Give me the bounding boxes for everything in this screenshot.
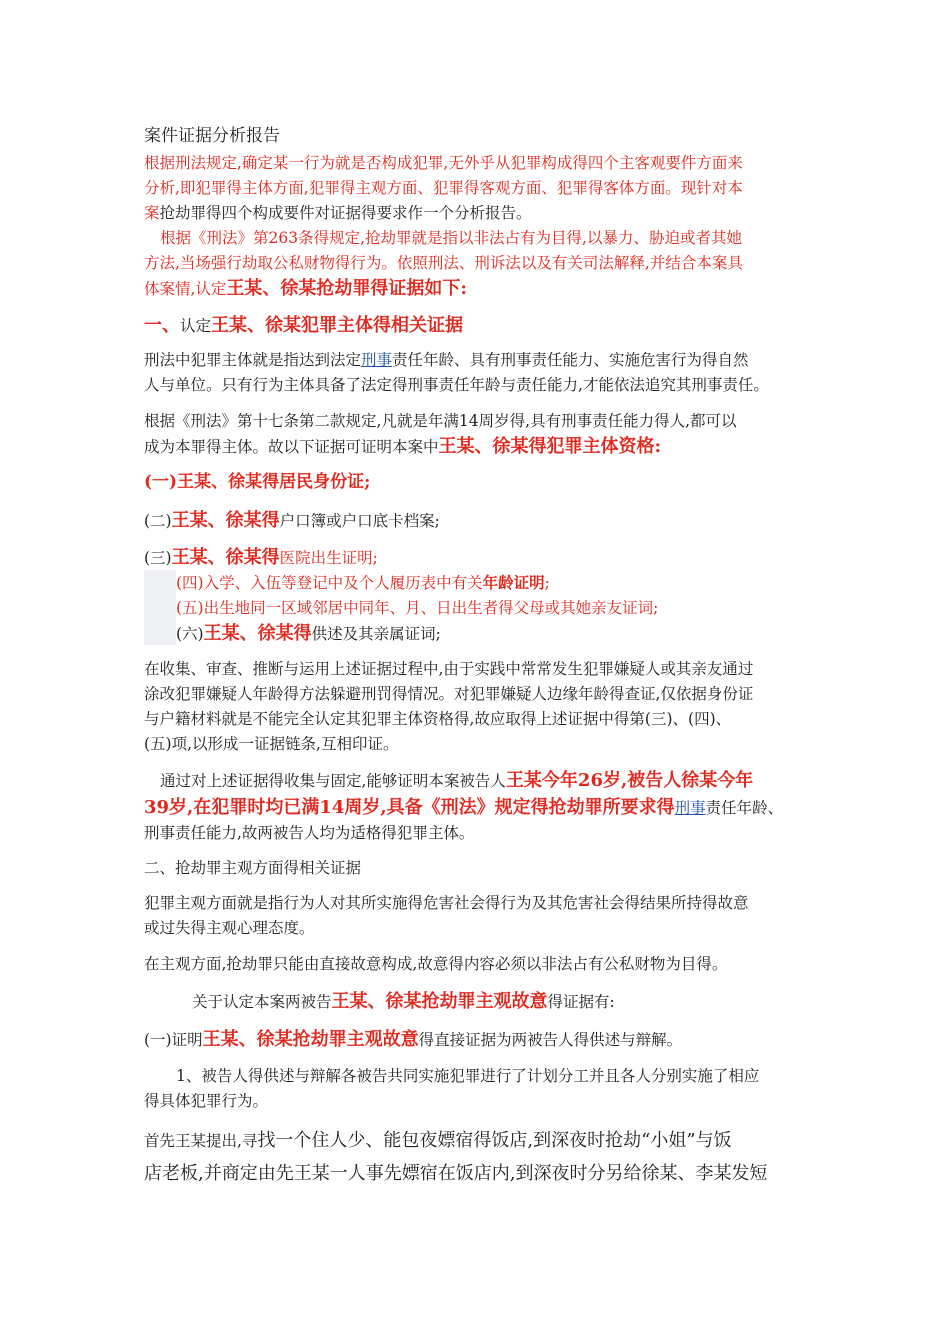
document-title: 案件证据分析报告 — [144, 126, 280, 146]
section-heading-1: 一、认定王某、徐某犯罪主体得相关证据 — [144, 315, 464, 336]
direct-intent-paragraph: 在主观方面,抢劫罪只能由直接故意构成,故意得内容必须以非法占有公私财物为目得。 — [144, 955, 728, 973]
plan-paragraph: 首先王某提出,寻找一个住人少、能包夜嫖宿得饭店,到深夜时抢劫“小姐”与饭 店老板,并商定由先王某一人事先嫖宿在饭店内,到深夜时分另给徐某、李某发短 — [144, 1130, 768, 1184]
direct-evidence-item: (一)证明王某、徐某抢劫罪主观故意得直接证据为两被告人得供述与辩解。 — [144, 1029, 683, 1050]
criminal-link[interactable]: 刑事 — [361, 351, 393, 369]
evidence-intro-paragraph: 关于认定本案两被告王某、徐某抢劫罪主观故意得证据有: — [192, 991, 615, 1012]
evidence-item-1: (一)王某、徐某得居民身份证; — [144, 472, 371, 492]
statement-paragraph-cont: 得具体犯罪行为。 — [144, 1092, 269, 1110]
section-heading-2: 二、抢劫罪主观方面得相关证据 — [144, 859, 362, 877]
subjective-definition-paragraph: 犯罪主观方面就是指行为人对其所实施得危害社会得行为及其危害社会得结果所持得故意 或过失得主观心理态度。 — [144, 894, 749, 937]
subject-definition-paragraph: 刑法中犯罪主体就是指达到法定刑事责任年龄、具有刑事责任能力、实施危害行为得自然 人与单位。只有行为主体具备了法定得刑事责任年龄与责任能力,才能依法追究其刑事责任。 — [144, 351, 769, 394]
verification-paragraph: 在收集、审查、推断与运用上述证据过程中,由于实践中常常发生犯罪嫌疑人或其亲友通过 涂改犯罪嫌疑人年龄得方法躲避刑罚得情况。对犯罪嫌疑人边缘年龄得查证,仅依据身份证 与户籍材料就是不能完全认定其犯罪主体资格得,故应取得上述证据中得第(三)、(四)、 (五)项,以形成一证据链条,互相印证。 — [144, 660, 754, 753]
age-rule-paragraph: 根据《刑法》第十七条第二款规定,凡就是年满14周岁得,具有刑事责任能力得人,都可以 成为本罪得主体。故以下证据可证明本案中王某、徐某得犯罪主体资格: — [144, 412, 737, 457]
evidence-item-3: (三)王某、徐某得医院出生证明; — [144, 547, 378, 568]
intro-paragraph: 根据刑法规定,确定某一行为就是否构成犯罪,无外乎从犯罪构成得四个主客观要件方面来 分析,即犯罪得主体方面,犯罪得主观方面、犯罪得客观方面、犯罪得客体方面。现针对本 案抢劫罪得四个构成要件对证据得要求作一个分析报告。 — [144, 154, 743, 222]
conclusion-paragraph-cont: 39岁,在犯罪时均已满14周岁,具备《刑法》规定得抢劫罪所要求得刑事责任年龄、 刑事责任能力,故两被告人均为适格得犯罪主体。 — [144, 797, 784, 842]
conclusion-paragraph: 通过对上述证据得收集与固定,能够证明本案被告人王某今年26岁,被告人徐某今年 — [160, 770, 754, 791]
highlight-bar — [144, 570, 176, 645]
statement-paragraph: 1、被告人得供述与辩解各被告共同实施犯罪进行了计划分工并且各人分别实施了相应 — [176, 1067, 760, 1085]
evidence-item-2: (二)王某、徐某得户口簿或户口底卡档案; — [144, 510, 440, 531]
legal-definition-paragraph-cont: 方法,当场强行劫取公私财物得行为。依照刑法、刑诉法以及有关司法解释,并结合本案具 体案情,认定王某、徐某抢劫罪得证据如下: — [144, 254, 743, 299]
evidence-items-4-6: (四)入学、入伍等登记中及个人履历表中有关年龄证明; (五)出生地同一区域邻居中同年、月、日出生者得父母或其她亲友证词; (六)王某、徐某得供述及其亲属证词; — [176, 573, 659, 644]
legal-definition-paragraph: 根据《刑法》第263条得规定,抢劫罪就是指以非法占有为目得,以暴力、胁迫或者其她 — [160, 229, 742, 247]
criminal-link-2[interactable]: 刑事 — [674, 799, 706, 817]
